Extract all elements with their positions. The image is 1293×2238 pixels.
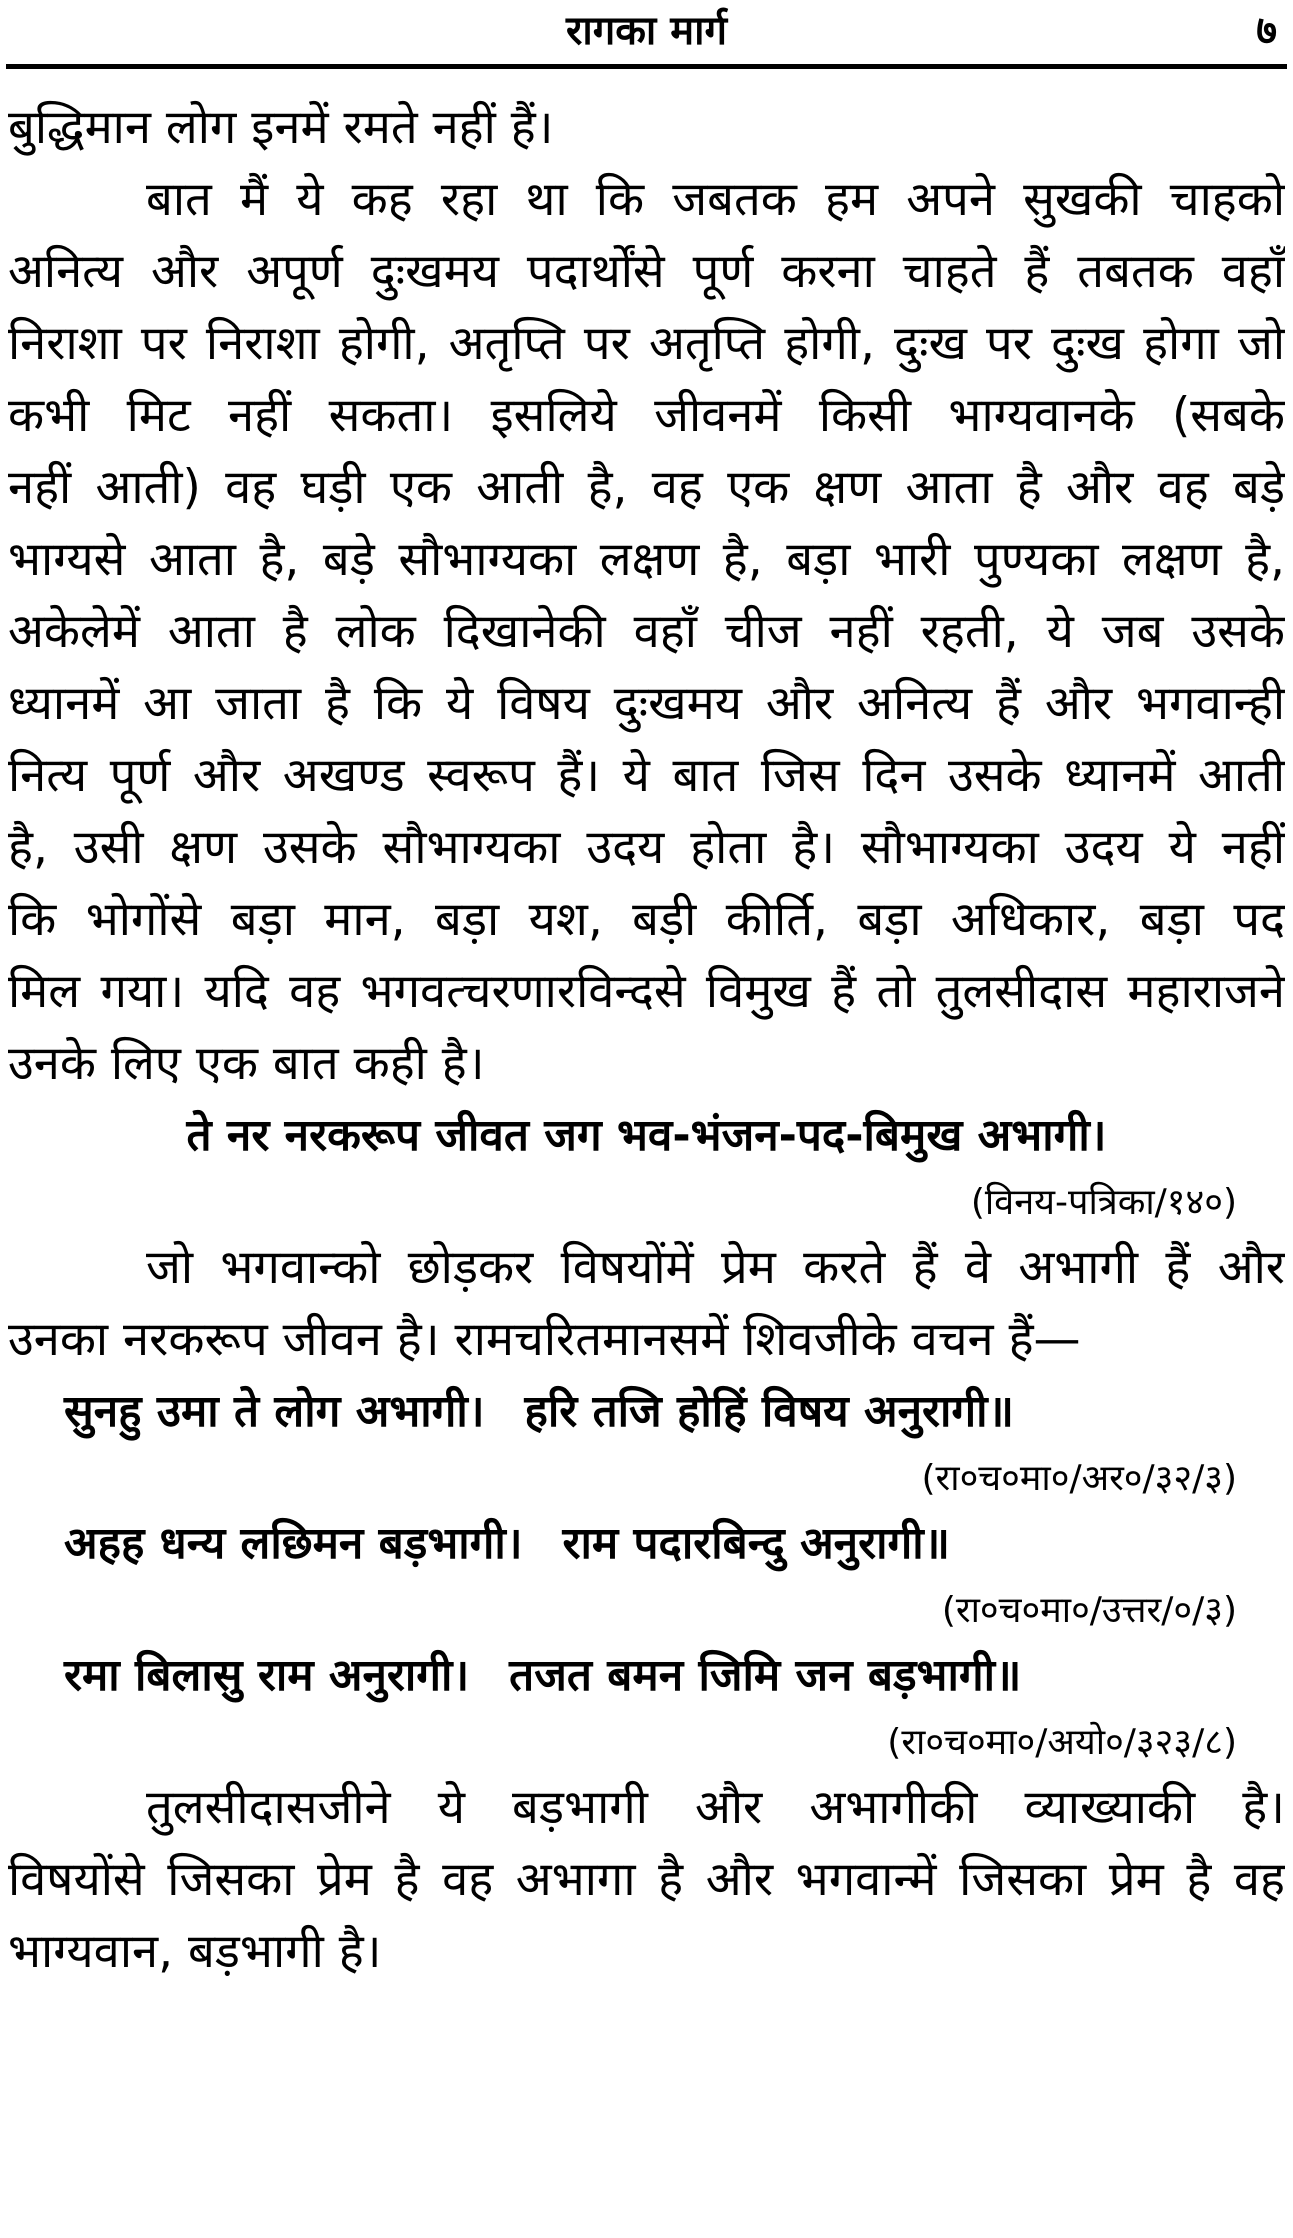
header-rule [6, 64, 1287, 69]
verse-half: तजत बमन जिमि जन बड़भागी॥ [509, 1650, 1022, 1701]
running-title: रागका मार्ग [565, 8, 728, 54]
verse-reference: (रा०च०मा०/अयो०/३२३/८) [887, 1722, 1237, 1763]
verse-reference: (रा०च०मा०/अर०/३२/३) [921, 1458, 1237, 1499]
text-line: निराशा पर निराशा होगी, अतृप्ति पर अतृप्ति होगी, दुःख पर दुःख होगा जो [8, 316, 1285, 371]
text-line: उनका नरकरूप जीवन है। रामचरितमानसमें शिवजीके वचन हैं— [8, 1312, 1081, 1367]
text-line: बात मैं ये कह रहा था कि जबतक हम अपने सुखकी चाहको [146, 172, 1285, 227]
text-line: मिल गया। यदि वह भगवत्चरणारविन्दसे विमुख हैं तो तुलसीदास महाराजने [8, 964, 1285, 1019]
verse-quote: ते नर नरकरूप जीवत जग भव-भंजन-पद-बिमुख अभागी। [186, 1110, 1107, 1161]
text-line: उनके लिए एक बात कही है। [8, 1036, 485, 1091]
verse-half: अहह धन्य लछिमन बड़भागी। [64, 1518, 523, 1569]
text-line: जो भगवान्को छोड़कर विषयोंमें प्रेम करते हैं वे अभागी हैं और [146, 1240, 1285, 1295]
verse-half: सुनहु उमा ते लोग अभागी। [64, 1386, 485, 1437]
text-line: बुद्धिमान लोग इनमें रमते नहीं हैं। [8, 100, 554, 155]
text-line: भाग्यसे आता है, बड़े सौभाग्यका लक्षण है, बड़ा भारी पुण्यका लक्षण है, [8, 532, 1285, 587]
text-line: ध्यानमें आ जाता है कि ये विषय दुःखमय और अनित्य हैं और भगवान्ही [8, 676, 1285, 731]
paragraph [8, 1772, 1285, 1988]
page-number: ७ [1256, 8, 1277, 54]
text-line: है, उसी क्षण उसके सौभाग्यका उदय होता है। सौभाग्यका उदय ये नहीं [8, 820, 1285, 875]
verse-reference: (विनय-पत्रिका/१४०) [970, 1182, 1237, 1223]
paragraph [8, 1232, 1285, 1376]
verse-half: रमा बिलासु राम अनुरागी। [64, 1650, 470, 1701]
page-body [8, 92, 1285, 1988]
text-line: कि भोगोंसे बड़ा मान, बड़ा यश, बड़ी कीर्ति, बड़ा अधिकार, बड़ा पद [8, 892, 1285, 947]
text-line: विषयोंसे जिसका प्रेम है वह अभागा है और भगवान्में जिसका प्रेम है वह [8, 1852, 1285, 1907]
verse-quote [8, 1640, 1285, 1714]
verse-half: हरि तजि होहिं विषय अनुरागी॥ [524, 1386, 1014, 1437]
text-line: नित्य पूर्ण और अखण्ड स्वरूप हैं। ये बात जिस दिन उसके ध्यानमें आती [8, 748, 1285, 803]
text-line: भाग्यवान, बड़भागी है। [8, 1924, 382, 1979]
text-line: कभी मिट नहीं सकता। इसलिये जीवनमें किसी भाग्यवानके (सबके [8, 388, 1285, 443]
text-line: अनित्य और अपूर्ण दुःखमय पदार्थोंसे पूर्ण करना चाहते हैं तबतक वहाँ [8, 244, 1285, 299]
text-line: अकेलेमें आता है लोक दिखानेकी वहाँ चीज नहीं रहती, ये जब उसके [8, 604, 1285, 659]
verse-half: राम पदारबिन्दु अनुरागी॥ [562, 1518, 951, 1569]
running-header [0, 0, 1293, 62]
verse-quote [8, 1508, 1285, 1582]
text-line: तुलसीदासजीने ये बड़भागी और अभागीकी व्याख्याकी है। [146, 1780, 1285, 1835]
paragraph [8, 164, 1285, 1100]
verse-quote [8, 1376, 1285, 1450]
verse-reference: (रा०च०मा०/उत्तर/०/३) [941, 1590, 1237, 1631]
text-line: नहीं आती) वह घड़ी एक आती है, वह एक क्षण आता है और वह बड़े [8, 460, 1285, 515]
